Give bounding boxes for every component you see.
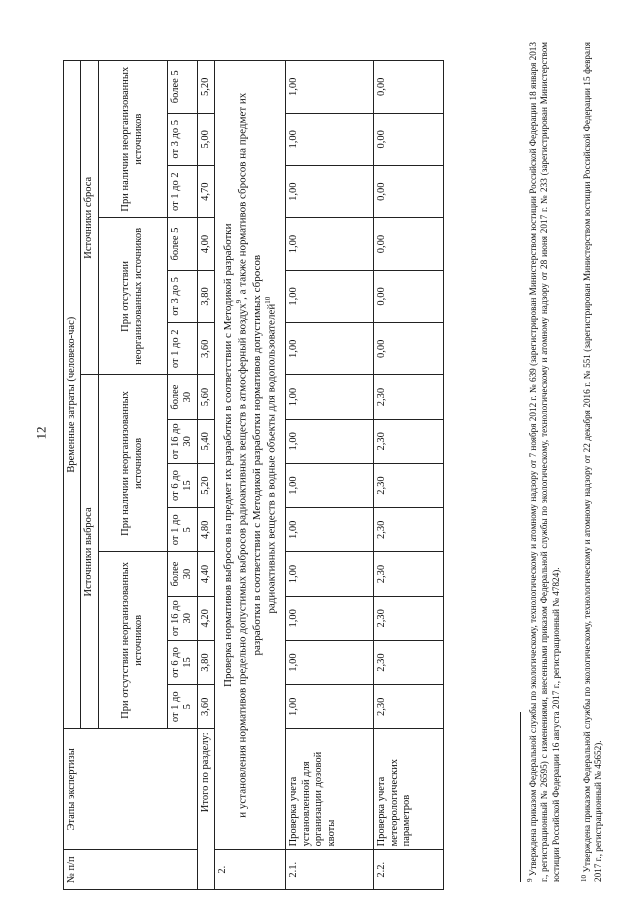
footnote-mark: 10 [580,875,588,882]
row-value: 1,00 [286,596,374,640]
row-value: 0,00 [374,61,444,114]
total-value: 4,00 [197,218,214,270]
range-header: от 16 до 30 [167,596,197,640]
row-value: 0,00 [374,270,444,322]
time-costs-header: Временные затраты (человеко-час) [64,61,81,729]
footnote-9 [526,42,562,882]
page-number: 12 [33,426,49,440]
row-value: 1,00 [286,463,374,507]
row-value: 2,30 [374,375,444,419]
footnote-text: Утверждена приказом Федеральной службы по экологическому, технологическому и атомному надзору от 22 декабря 2016 г. № 551 (зарегистрирован Министерством юстиции Российской Федерации 15 февраля 2017 г., регистрационный № 45652). [582,42,604,882]
row-value: 2,30 [374,640,444,684]
row-value: 1,00 [286,685,374,729]
row-value: 2,30 [374,508,444,552]
emission-sources-header: Источники выброса [81,375,98,729]
row-label: Проверка учета метеорологических параметров [374,729,444,850]
discharge-without-unorg-header: При отсутствии неорганизованных источников [98,218,167,375]
row-value: 2,30 [374,596,444,640]
row-value: 1,00 [286,552,374,596]
table-row [286,61,374,890]
row-value: 0,00 [374,113,444,165]
range-header: от 1 до 2 [167,323,197,375]
time-costs-table [63,60,444,890]
range-header: от 1 до 5 [167,685,197,729]
section-row [214,61,286,890]
row-value: 1,00 [286,218,374,270]
range-header: более 5 [167,218,197,270]
row-value: 1,00 [286,375,374,419]
row-value: 0,00 [374,323,444,375]
row-number: 2.1. [286,850,374,890]
row-label: Проверка учета установленной для организации дозовой квоты [286,729,374,850]
range-header: от 3 до 5 [167,113,197,165]
col-no-header: № п/п [64,850,198,890]
row-value: 1,00 [286,113,374,165]
row-value: 2,30 [374,463,444,507]
row-value: 1,00 [286,61,374,114]
total-value: 4,80 [197,508,214,552]
row-number: 2.2. [374,850,444,890]
row-value: 1,00 [286,640,374,684]
header-row-1 [64,61,81,890]
range-header: от 3 до 5 [167,270,197,322]
section-text-4: радиоактивных веществ в водные объекты для водопользователей [266,303,279,614]
footnote-ref-9: 9 [235,299,244,304]
total-value: 3,80 [197,640,214,684]
range-header: от 16 до 30 [167,419,197,463]
table-frame [63,60,444,890]
row-value: 1,00 [286,508,374,552]
section-number: 2. [214,850,286,890]
footnote-ref-10: 10 [264,296,273,304]
row-value: 1,00 [286,419,374,463]
total-value: 3,60 [197,323,214,375]
total-value: 5,60 [197,375,214,419]
footnote-mark: 9 [526,878,534,882]
discharge-with-unorg-header: При наличии неорганизованных источников [98,61,167,218]
row-value: 2,30 [374,685,444,729]
row-value: 2,30 [374,552,444,596]
range-header: более 30 [167,552,197,596]
row-value: 0,00 [374,165,444,217]
footnote-divider [520,712,521,882]
row-value: 1,00 [286,165,374,217]
total-value: 5,20 [197,61,214,114]
row-value: 2,30 [374,419,444,463]
total-value: 5,20 [197,463,214,507]
footnote-10 [580,42,605,882]
row-value: 0,00 [374,218,444,270]
total-label: Итого по разделу: [197,729,214,890]
total-value: 4,40 [197,552,214,596]
total-value: 4,70 [197,165,214,217]
range-header: от 1 до 2 [167,165,197,217]
range-header: от 6 до 15 [167,463,197,507]
row-value: 1,00 [286,323,374,375]
total-row [197,61,214,890]
total-value: 3,60 [197,685,214,729]
total-value: 4,20 [197,596,214,640]
range-header: более 5 [167,61,197,114]
table-row [374,61,444,890]
range-header: от 1 до 5 [167,508,197,552]
emission-with-unorg-header: При наличии неорганизованных источников [98,375,167,552]
discharge-sources-header: Источники сброса [81,61,98,375]
section-text [214,61,286,850]
total-value: 5,00 [197,113,214,165]
row-value: 1,00 [286,270,374,322]
footnote-text: Утверждена приказом Федеральной службы по экологическому, технологическому и атомному надзору от 7 ноября 2012 г. № 639 (зарегистрирован Министерством юстиции Российской Федерации 18 января 2013 г., регистрационный № 26595) с изменениями, внесенными приказом Федеральной службы по экологическому, технологическому и атомному надзору от 28 июня 2017 г. № 233 (зарегистрирован Министерством юстиции Российской Федерации 16 августа 2017 г., регистрационный № 47824). [528,42,561,882]
section-text-2: и установления нормативов предельно допустимых выбросов радиоактивных веществ в атмосферный воздух [236,303,249,818]
col-stage-header: Этапы экспертизы [64,729,198,850]
total-value: 5,40 [197,419,214,463]
total-value: 3,80 [197,270,214,322]
rotated-page [0,24,640,904]
range-header: от 6 до 15 [167,640,197,684]
section-text-1: Проверка нормативов выбросов на предмет их разработки в соответствии с Методикой разработки [221,223,234,687]
range-header: более 30 [167,375,197,419]
emission-without-unorg-header: При отсутствии неорганизованных источников [98,552,167,729]
section-text-3: , а также нормативов сбросов на предмет их разработки в соответствии с Методикой разработки нормативов допустимых сбросов [236,92,264,656]
